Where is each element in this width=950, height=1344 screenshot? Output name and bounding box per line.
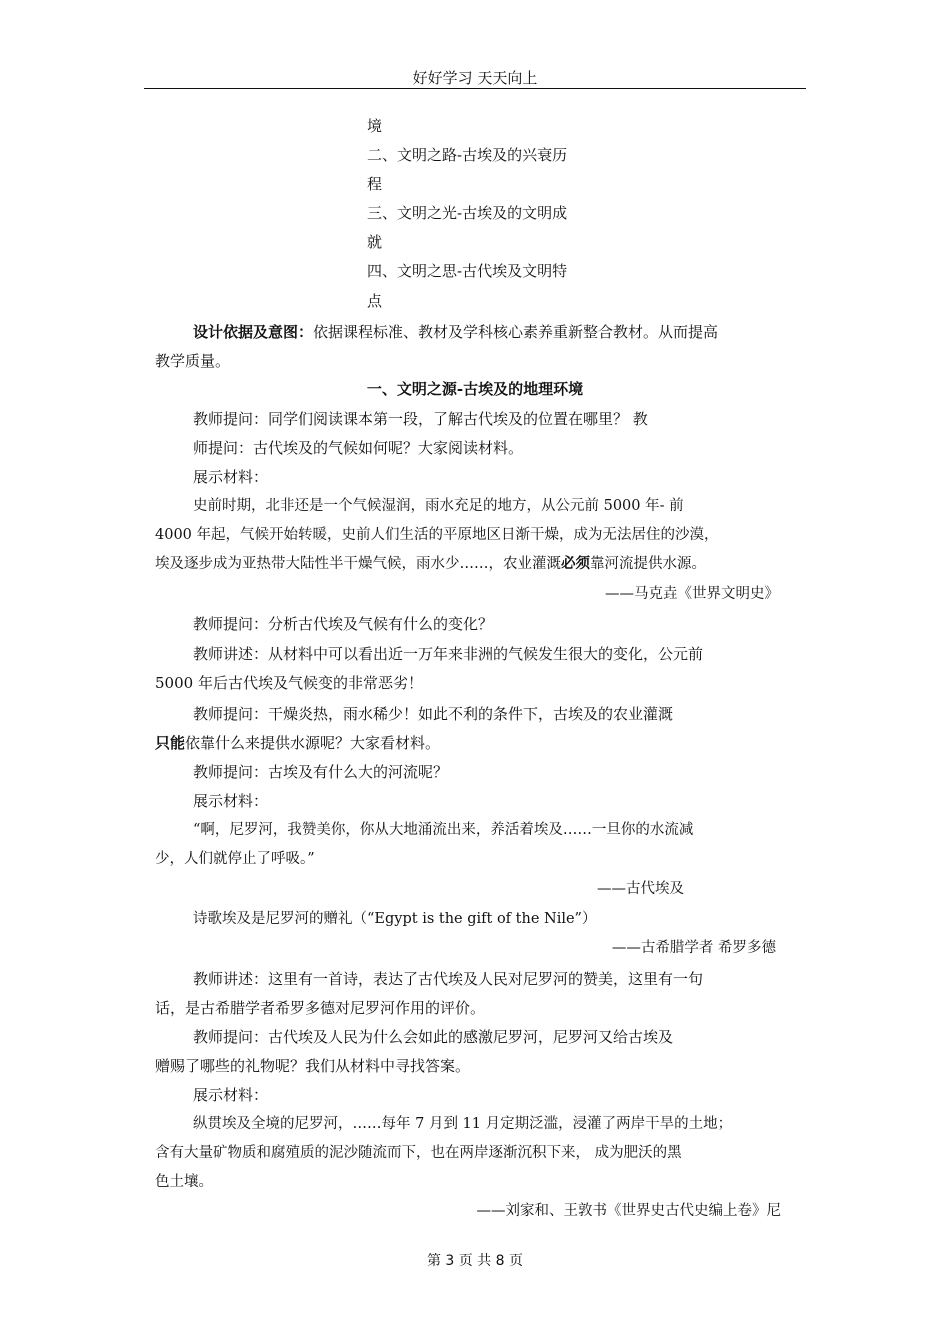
material-source: ——古代埃及 <box>597 881 684 897</box>
teacher-question: 教师提问：分析古代埃及气候有什么的变化？ <box>193 615 494 633</box>
teacher-question <box>155 733 440 753</box>
outline-item-2: 二、文明之路-古埃及的兴衰历 <box>367 146 568 164</box>
teacher-question: 师提问：古代埃及的气候如何呢？大家阅读材料。 <box>193 439 524 457</box>
teacher-narration: 5000 年后古代埃及气候变的非常恶劣！ <box>155 674 423 692</box>
outline-item-4-tail: 点 <box>367 292 383 310</box>
material-text-part: 靠河流提供水源。 <box>590 556 706 572</box>
outline-item-2-tail: 程 <box>367 175 383 193</box>
material-source: ——古希腊学者 希罗多德 <box>611 940 776 956</box>
outline-item-4: 四、文明之思-古代埃及文明特 <box>367 262 568 280</box>
teacher-narration: 话，是古希腊学者希罗多德对尼罗河作用的评价。 <box>155 999 486 1017</box>
material-text <box>155 554 706 574</box>
material-source: ——马克垚《世界文明史》 <box>605 586 779 602</box>
material-source: ——刘家和、王敦书《世界史古代史编上卷》尼 <box>476 1203 781 1219</box>
material-text: 诗歌埃及是尼罗河的赠礼（“Egypt is the gift of the Nile”） <box>193 911 597 927</box>
teacher-question: 教师提问：同学们阅读课本第一段，了解古代埃及的位置在哪里？ 教 <box>193 410 648 428</box>
header-divider <box>144 88 806 89</box>
outline-item-1-tail: 境 <box>367 117 383 135</box>
section-title: 一、文明之源-古埃及的地理环境 <box>366 380 584 398</box>
page-number: 第 3 页 共 8 页 <box>426 1253 524 1269</box>
design-text: 依据课程标准、教材及学科核心素养重新整合教材。从而提高 <box>313 323 719 341</box>
teacher-question: 教师提问：古埃及有什么大的河流呢？ <box>193 763 449 781</box>
emphasis-text: 只能 <box>155 734 186 752</box>
material-text: 史前时期，北非还是一个气候湿润，雨水充足的地方，从公元前 5000 年- 前 <box>193 498 684 514</box>
material-text: 少，人们就停止了呼吸。” <box>155 851 315 867</box>
material-text-part: 埃及逐步成为亚热带大陆性半干燥气候，雨水少……，农业灌溉 <box>155 556 561 572</box>
material-label: 展示材料： <box>193 468 269 486</box>
teacher-question: 教师提问：干燥炎热，雨水稀少！如此不利的条件下，古埃及的农业灌溉 <box>193 705 674 723</box>
outline-item-3: 三、文明之光-古埃及的文明成 <box>367 204 568 222</box>
material-text: 含有大量矿物质和腐殖质的泥沙随流而下，也在两岸逐渐沉积下来， 成为肥沃的黑 <box>155 1145 682 1161</box>
teacher-narration: 教师讲述：这里有一首诗，表达了古代埃及人民对尼罗河的赞美，这里有一句 <box>193 970 704 988</box>
teacher-question: 赠赐了哪些的礼物呢？我们从材料中寻找答案。 <box>155 1057 471 1075</box>
outline-item-3-tail: 就 <box>367 233 383 251</box>
question-text: 依靠什么来提供水源呢？大家看材料。 <box>185 734 441 752</box>
teacher-narration: 教师讲述：从材料中可以看出近一万年来非洲的气候发生很大的变化，公元前 <box>193 645 704 663</box>
material-label: 展示材料： <box>193 792 269 810</box>
design-text-cont: 教学质量。 <box>155 352 231 370</box>
material-label: 展示材料： <box>193 1086 269 1104</box>
design-paragraph <box>193 322 718 342</box>
material-text: 色土壤。 <box>155 1174 213 1190</box>
design-label: 设计依据及意图： <box>193 323 314 341</box>
page-header: 好好学习 天天向上 <box>412 69 538 87</box>
teacher-question: 教师提问：古代埃及人民为什么会如此的感激尼罗河，尼罗河又给古埃及 <box>193 1028 674 1046</box>
emphasis-text: 必须 <box>561 555 590 572</box>
material-text: “啊，尼罗河，我赞美你，你从大地涌流出来，养活着埃及……一旦你的水流减 <box>193 822 694 838</box>
material-text: 纵贯埃及全境的尼罗河，……每年 7 月到 11 月定期泛滥，浸灌了两岸干旱的土地； <box>193 1116 733 1132</box>
material-text: 4000 年起，气候开始转暖，史前人们生活的平原地区日渐干燥，成为无法居住的沙漠， <box>155 527 719 543</box>
